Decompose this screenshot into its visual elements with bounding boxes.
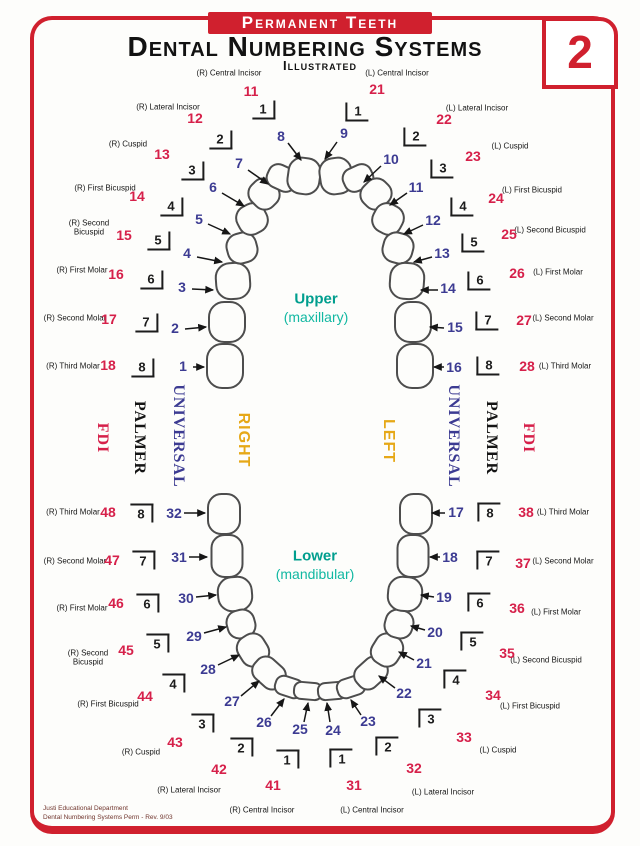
tooth-name-label: (R) Lateral Incisor (136, 102, 200, 112)
side-label-right: RIGHT (235, 412, 252, 468)
palmer-number: 2 (375, 737, 398, 756)
tooth-name-label: (L) Lateral Incisor (445, 103, 509, 113)
palmer-number: 8 (131, 359, 154, 378)
universal-number: 32 (166, 505, 182, 521)
palmer-number: 1 (252, 101, 275, 120)
fdi-number: 13 (154, 146, 170, 162)
palmer-number: 2 (403, 128, 426, 147)
tooth-name-label: (R) First Bicuspid (77, 699, 139, 709)
fdi-number: 23 (465, 148, 481, 164)
tooth-name-label: (L) First Bicuspid (501, 185, 562, 195)
universal-number: 24 (325, 722, 341, 738)
tooth (217, 576, 254, 613)
fdi-number: 33 (456, 729, 472, 745)
palmer-number: 1 (345, 103, 368, 122)
palmer-number: 5 (461, 234, 484, 253)
footer-line1: Justi Educational Department (43, 805, 128, 812)
fdi-number: 26 (509, 265, 525, 281)
page-number-badge: 2 (542, 17, 618, 89)
tooth (208, 494, 240, 534)
universal-number: 22 (396, 685, 412, 701)
arrow-line (430, 327, 444, 328)
tooth-name-label: (L) First Molar (533, 267, 583, 277)
tooth-name-label: (R) Second Bicuspid (68, 218, 110, 237)
palmer-number: 7 (475, 312, 498, 331)
upper-arch-label: Upper (294, 290, 338, 308)
system-label-fdi-left: FDI (520, 422, 537, 454)
tooth-name-label: (R) Second Molar (43, 556, 107, 566)
arrow-line (327, 703, 330, 722)
tooth-name-label: (R) Third Molar (46, 507, 100, 517)
lower-arch-label: Lower (292, 547, 338, 565)
arrow-line (196, 595, 216, 597)
fdi-number: 38 (518, 504, 534, 520)
universal-number: 3 (178, 279, 186, 295)
fdi-number: 18 (100, 357, 116, 373)
arrow-line (197, 257, 222, 262)
palmer-number: 5 (147, 232, 170, 251)
tooth-name-label: (L) Cuspid (479, 745, 517, 755)
universal-number: 9 (340, 125, 348, 141)
arrow-line (325, 142, 337, 159)
tooth-name-label: (L) Cuspid (491, 141, 529, 151)
arrow-line (218, 655, 239, 665)
tooth-name-label: (R) Third Molar (46, 361, 100, 371)
page-subtitle: Illustrated (283, 58, 357, 73)
fdi-number: 21 (369, 81, 385, 97)
tooth-name-label: (L) Second Bicuspid (514, 225, 586, 235)
tooth (209, 302, 245, 342)
tooth-name-label: (L) Second Molar (532, 556, 594, 566)
fdi-number: 17 (101, 311, 117, 327)
fdi-number: 41 (265, 777, 281, 793)
palmer-number: 2 (209, 131, 232, 150)
fdi-number: 22 (436, 111, 452, 127)
universal-number: 7 (235, 155, 243, 171)
tooth-name-label: (R) Second Molar (43, 313, 107, 323)
tooth-name-label: (L) First Bicuspid (499, 701, 560, 711)
universal-number: 18 (442, 549, 458, 565)
universal-number: 11 (408, 179, 424, 195)
tooth-name-label: (R) Cuspid (108, 139, 148, 149)
tooth (397, 344, 433, 388)
universal-number: 15 (447, 319, 463, 335)
fdi-number: 11 (243, 83, 259, 99)
universal-number: 21 (416, 655, 432, 671)
arrow-line (185, 327, 206, 329)
fdi-number: 42 (211, 761, 227, 777)
tooth (398, 535, 429, 577)
fdi-number: 47 (104, 552, 120, 568)
arrow-line (241, 681, 259, 696)
tooth-name-label: (L) Lateral Incisor (411, 787, 475, 797)
tooth-name-label: (R) Lateral Incisor (157, 785, 221, 795)
palmer-number: 7 (476, 551, 499, 570)
universal-number: 14 (440, 280, 456, 296)
palmer-number: 3 (181, 162, 204, 181)
page-title: Dental Numbering Systems (127, 31, 483, 62)
fdi-number: 48 (100, 504, 116, 520)
arrow-line (304, 703, 308, 722)
universal-number: 4 (183, 245, 191, 261)
universal-number: 2 (171, 320, 179, 336)
palmer-number: 5 (146, 634, 169, 653)
palmer-number: 8 (130, 504, 153, 523)
universal-number: 19 (436, 589, 452, 605)
tooth (400, 494, 432, 534)
tooth (387, 576, 424, 613)
arrow-line (208, 224, 230, 234)
tooth-name-label: (L) Second Bicuspid (510, 655, 582, 665)
universal-number: 29 (186, 628, 202, 644)
tooth-name-label: (L) Central Incisor (365, 68, 429, 78)
universal-number: 25 (292, 721, 308, 737)
tooth-name-label: (R) First Molar (56, 265, 108, 275)
palmer-number: 6 (140, 271, 163, 290)
universal-number: 26 (256, 714, 272, 730)
palmer-number: 6 (136, 594, 159, 613)
fdi-number: 31 (346, 777, 362, 793)
tooth-name-label: (R) Central Incisor (196, 68, 262, 78)
fdi-number: 43 (167, 734, 183, 750)
fdi-number: 25 (501, 226, 517, 242)
palmer-number: 4 (443, 670, 466, 689)
tooth-name-label: (R) Cuspid (121, 747, 161, 757)
tooth-name-label: (R) Central Incisor (229, 805, 295, 815)
fdi-number: 36 (509, 600, 525, 616)
arrow-line (414, 257, 432, 262)
fdi-number: 32 (406, 760, 422, 776)
universal-number: 20 (427, 624, 443, 640)
universal-number: 8 (277, 128, 285, 144)
arrow-line (404, 225, 423, 234)
fdi-number: 35 (499, 645, 515, 661)
fdi-number: 44 (137, 688, 153, 704)
tooth-name-label: (L) First Molar (531, 607, 581, 617)
palmer-number: 3 (418, 709, 441, 728)
fdi-number: 45 (118, 642, 134, 658)
arrow-line (222, 193, 244, 206)
universal-number: 6 (209, 179, 217, 195)
palmer-number: 4 (162, 674, 185, 693)
system-label-palmer-right: PALMER (131, 400, 148, 476)
universal-number: 5 (195, 211, 203, 227)
arrow-line (271, 699, 284, 716)
tooth (207, 344, 243, 388)
lower-arch-sublabel: (mandibular) (275, 566, 355, 582)
upper-arch-sublabel: (maxillary) (283, 309, 349, 325)
arrow-line (288, 143, 301, 160)
fdi-number: 46 (108, 595, 124, 611)
arrow-line (192, 289, 213, 290)
arrow-line (421, 595, 434, 597)
universal-number: 17 (448, 504, 464, 520)
palmer-number: 6 (467, 272, 490, 291)
palmer-number: 1 (276, 750, 299, 769)
tooth-name-label: (L) Central Incisor (340, 805, 404, 815)
fdi-number: 16 (108, 266, 124, 282)
fdi-number: 14 (129, 188, 145, 204)
palmer-number: 2 (230, 738, 253, 757)
tooth (389, 262, 425, 300)
palmer-number: 7 (132, 551, 155, 570)
palmer-number: 7 (135, 314, 158, 333)
universal-number: 30 (178, 590, 194, 606)
palmer-number: 5 (460, 632, 483, 651)
palmer-number: 3 (430, 160, 453, 179)
fdi-number: 37 (515, 555, 531, 571)
arrow-line (204, 627, 226, 633)
universal-number: 27 (224, 693, 240, 709)
side-label-left: LEFT (380, 419, 397, 463)
system-label-universal-right: UNIVERSAL (170, 384, 187, 488)
universal-number: 16 (446, 359, 462, 375)
system-label-fdi-right: FDI (94, 422, 111, 454)
tooth (212, 535, 243, 577)
universal-number: 10 (383, 151, 399, 167)
universal-number: 12 (425, 212, 441, 228)
universal-number: 23 (360, 713, 376, 729)
tooth-name-label: (R) First Molar (56, 603, 108, 613)
fdi-number: 15 (116, 227, 132, 243)
palmer-number: 4 (160, 198, 183, 217)
fdi-number: 12 (187, 110, 203, 126)
palmer-number: 1 (329, 749, 352, 768)
palmer-number: 6 (467, 593, 490, 612)
tooth-name-label: (L) Third Molar (538, 361, 592, 371)
universal-number: 28 (200, 661, 216, 677)
footer-credit (43, 804, 173, 823)
palmer-number: 4 (450, 198, 473, 217)
tooth-name-label: (L) Second Molar (532, 313, 594, 323)
tooth-name-label: (L) Third Molar (536, 507, 590, 517)
palmer-number: 8 (477, 503, 500, 522)
fdi-number: 34 (485, 687, 501, 703)
tooth (286, 156, 323, 196)
palmer-number: 8 (476, 357, 499, 376)
fdi-number: 27 (516, 312, 532, 328)
system-label-palmer-left: PALMER (483, 400, 500, 476)
universal-number: 1 (179, 358, 187, 374)
fdi-number: 28 (519, 358, 535, 374)
tooth-name-label: (R) First Bicuspid (74, 183, 136, 193)
tooth-name-label: (R) Second Bicuspid (67, 648, 109, 667)
palmer-number: 3 (191, 714, 214, 733)
fdi-number: 24 (488, 190, 504, 206)
banner-permanent-teeth: Permanent Teeth (208, 12, 432, 34)
footer-line2: Dental Numbering Systems Perm - Rev. 9/03 (43, 814, 173, 822)
tooth (215, 262, 251, 300)
system-label-universal-left: UNIVERSAL (445, 384, 462, 488)
universal-number: 13 (434, 245, 450, 261)
universal-number: 31 (171, 549, 187, 565)
tooth (395, 302, 431, 342)
